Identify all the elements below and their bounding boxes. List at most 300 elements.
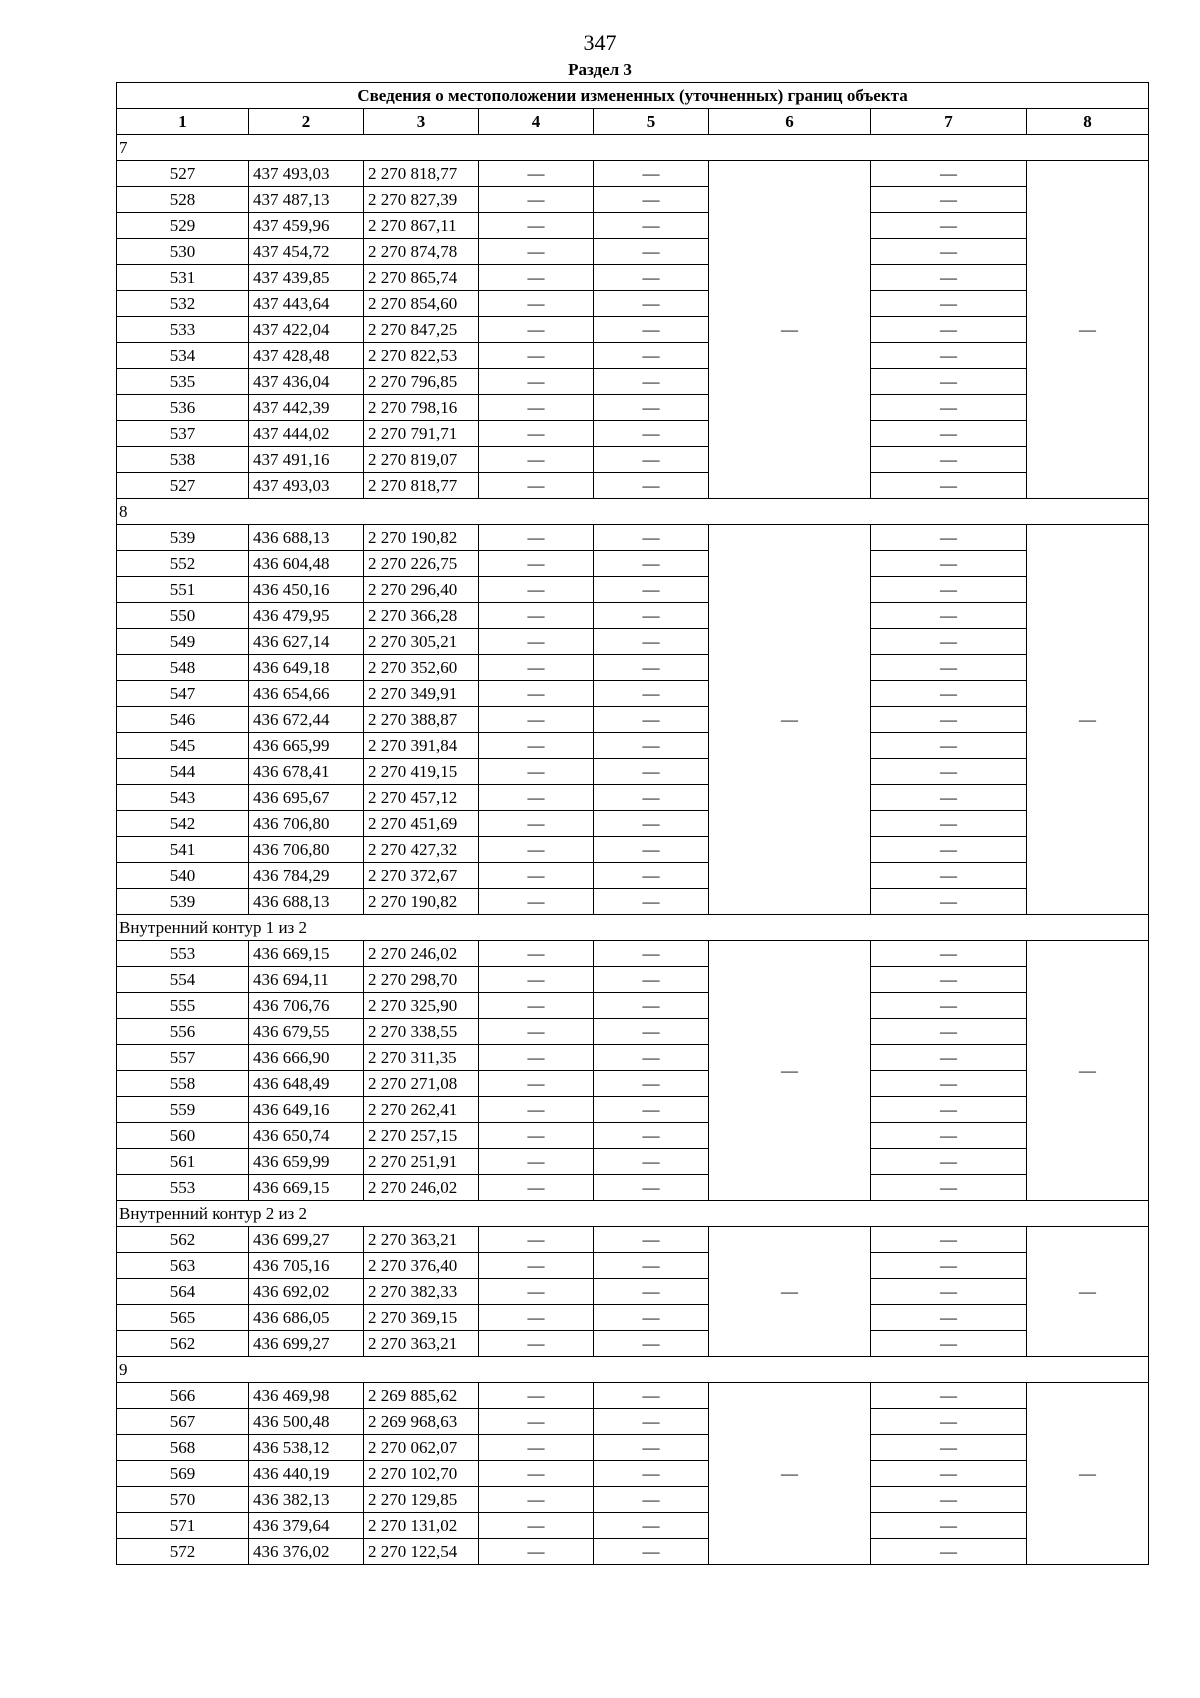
- col5-cell: —: [594, 343, 709, 369]
- x-coordinate: 436 695,67: [249, 785, 364, 811]
- x-coordinate: 437 443,64: [249, 291, 364, 317]
- col4-cell: —: [479, 1019, 594, 1045]
- x-coordinate: 436 692,02: [249, 1279, 364, 1305]
- col4-cell: —: [479, 681, 594, 707]
- point-number: 553: [117, 941, 249, 967]
- point-number: 527: [117, 161, 249, 187]
- y-coordinate: 2 270 352,60: [364, 655, 479, 681]
- col4-cell: —: [479, 1383, 594, 1409]
- col7-cell: —: [871, 213, 1027, 239]
- column-header: 5: [594, 109, 709, 135]
- y-coordinate: 2 270 818,77: [364, 161, 479, 187]
- table-row: [117, 1227, 1149, 1253]
- section-title: Раздел 3: [568, 60, 632, 79]
- col4-cell: —: [479, 759, 594, 785]
- page-number: 347: [583, 30, 617, 55]
- y-coordinate: 2 270 363,21: [364, 1227, 479, 1253]
- col4-cell: —: [479, 1539, 594, 1565]
- point-number: 562: [117, 1331, 249, 1357]
- y-coordinate: 2 270 427,32: [364, 837, 479, 863]
- col4-cell: —: [479, 291, 594, 317]
- table-row: [117, 1435, 1149, 1461]
- table-row: [117, 577, 1149, 603]
- point-number: 551: [117, 577, 249, 603]
- col5-cell: —: [594, 1539, 709, 1565]
- x-coordinate: 436 659,99: [249, 1149, 364, 1175]
- x-coordinate: 436 379,64: [249, 1513, 364, 1539]
- x-coordinate: 437 428,48: [249, 343, 364, 369]
- col4-cell: —: [479, 1487, 594, 1513]
- group-row: [117, 499, 1149, 525]
- col5-cell: —: [594, 1279, 709, 1305]
- point-number: 561: [117, 1149, 249, 1175]
- col4-cell: —: [479, 629, 594, 655]
- col7-cell: —: [871, 447, 1027, 473]
- col5-cell: —: [594, 291, 709, 317]
- col7-cell: —: [871, 967, 1027, 993]
- table-row: [117, 551, 1149, 577]
- table-row: [117, 1279, 1149, 1305]
- table-row: [117, 1331, 1149, 1357]
- table-row: [117, 421, 1149, 447]
- table-caption: Сведения о местоположении измененных (уточненных) границ объекта: [117, 83, 1149, 109]
- x-coordinate: 436 654,66: [249, 681, 364, 707]
- table-row: [117, 1045, 1149, 1071]
- point-number: 565: [117, 1305, 249, 1331]
- table-row: [117, 603, 1149, 629]
- x-coordinate: 436 694,11: [249, 967, 364, 993]
- col5-cell: —: [594, 447, 709, 473]
- col7-cell: —: [871, 577, 1027, 603]
- column-header: 3: [364, 109, 479, 135]
- col4-cell: —: [479, 1071, 594, 1097]
- x-coordinate: 436 688,13: [249, 525, 364, 551]
- col4-cell: —: [479, 1175, 594, 1201]
- col7-cell: —: [871, 1331, 1027, 1357]
- col7-cell: —: [871, 707, 1027, 733]
- y-coordinate: 2 270 366,28: [364, 603, 479, 629]
- col4-cell: —: [479, 1279, 594, 1305]
- col5-cell: —: [594, 1305, 709, 1331]
- point-number: 547: [117, 681, 249, 707]
- point-number: 550: [117, 603, 249, 629]
- y-coordinate: 2 270 854,60: [364, 291, 479, 317]
- table-row: [117, 759, 1149, 785]
- col7-cell: —: [871, 1149, 1027, 1175]
- point-number: 560: [117, 1123, 249, 1149]
- y-coordinate: 2 270 062,07: [364, 1435, 479, 1461]
- y-coordinate: 2 270 226,75: [364, 551, 479, 577]
- col4-cell: —: [479, 863, 594, 889]
- col4-cell: —: [479, 811, 594, 837]
- table-row: [117, 343, 1149, 369]
- col7-cell: —: [871, 1435, 1027, 1461]
- col7-cell: —: [871, 811, 1027, 837]
- table-row: [117, 473, 1149, 499]
- table-row: [117, 1539, 1149, 1565]
- y-coordinate: 2 270 867,11: [364, 213, 479, 239]
- point-number: 562: [117, 1227, 249, 1253]
- point-number: 552: [117, 551, 249, 577]
- col4-cell: —: [479, 447, 594, 473]
- col5-cell: —: [594, 889, 709, 915]
- col5-cell: —: [594, 837, 709, 863]
- col8-merged-cell: —: [1027, 1227, 1149, 1357]
- x-coordinate: 437 491,16: [249, 447, 364, 473]
- x-coordinate: 437 422,04: [249, 317, 364, 343]
- x-coordinate: 436 705,16: [249, 1253, 364, 1279]
- x-coordinate: 437 487,13: [249, 187, 364, 213]
- x-coordinate: 436 604,48: [249, 551, 364, 577]
- col4-cell: —: [479, 213, 594, 239]
- column-header: 2: [249, 109, 364, 135]
- col7-cell: —: [871, 629, 1027, 655]
- x-coordinate: 436 686,05: [249, 1305, 364, 1331]
- point-number: 539: [117, 889, 249, 915]
- table-row: [117, 369, 1149, 395]
- x-coordinate: 436 469,98: [249, 1383, 364, 1409]
- y-coordinate: 2 270 822,53: [364, 343, 479, 369]
- col5-cell: —: [594, 1045, 709, 1071]
- table-row: [117, 889, 1149, 915]
- table-row: [117, 1253, 1149, 1279]
- col5-cell: —: [594, 759, 709, 785]
- point-number: 568: [117, 1435, 249, 1461]
- table-row: [117, 239, 1149, 265]
- col5-cell: —: [594, 1409, 709, 1435]
- col7-cell: —: [871, 603, 1027, 629]
- col7-cell: —: [871, 941, 1027, 967]
- x-coordinate: 436 665,99: [249, 733, 364, 759]
- y-coordinate: 2 270 129,85: [364, 1487, 479, 1513]
- table-row: [117, 395, 1149, 421]
- y-coordinate: 2 270 190,82: [364, 889, 479, 915]
- x-coordinate: 436 479,95: [249, 603, 364, 629]
- col4-cell: —: [479, 603, 594, 629]
- col4-cell: —: [479, 525, 594, 551]
- col4-cell: —: [479, 941, 594, 967]
- col4-cell: —: [479, 421, 594, 447]
- group-label: 9: [117, 1357, 1149, 1383]
- y-coordinate: 2 270 296,40: [364, 577, 479, 603]
- col7-cell: —: [871, 421, 1027, 447]
- y-coordinate: 2 270 382,33: [364, 1279, 479, 1305]
- col7-cell: —: [871, 759, 1027, 785]
- col5-cell: —: [594, 369, 709, 395]
- col7-cell: —: [871, 369, 1027, 395]
- point-number: 567: [117, 1409, 249, 1435]
- x-coordinate: 436 450,16: [249, 577, 364, 603]
- table-row: [117, 161, 1149, 187]
- col5-cell: —: [594, 1383, 709, 1409]
- point-number: 558: [117, 1071, 249, 1097]
- col7-cell: —: [871, 1279, 1027, 1305]
- col5-cell: —: [594, 629, 709, 655]
- y-coordinate: 2 269 885,62: [364, 1383, 479, 1409]
- x-coordinate: 436 649,18: [249, 655, 364, 681]
- x-coordinate: 436 650,74: [249, 1123, 364, 1149]
- col5-cell: —: [594, 265, 709, 291]
- y-coordinate: 2 270 305,21: [364, 629, 479, 655]
- table-row: [117, 291, 1149, 317]
- x-coordinate: 436 669,15: [249, 1175, 364, 1201]
- table-row: [117, 837, 1149, 863]
- col7-cell: —: [871, 1539, 1027, 1565]
- y-coordinate: 2 270 251,91: [364, 1149, 479, 1175]
- col5-cell: —: [594, 993, 709, 1019]
- group-label: 8: [117, 499, 1149, 525]
- col4-cell: —: [479, 785, 594, 811]
- col4-cell: —: [479, 655, 594, 681]
- col7-cell: —: [871, 733, 1027, 759]
- point-number: 559: [117, 1097, 249, 1123]
- col5-cell: —: [594, 967, 709, 993]
- table-row: [117, 1487, 1149, 1513]
- col4-cell: —: [479, 317, 594, 343]
- point-number: 555: [117, 993, 249, 1019]
- table-row: [117, 785, 1149, 811]
- x-coordinate: 437 493,03: [249, 473, 364, 499]
- point-number: 530: [117, 239, 249, 265]
- col4-cell: —: [479, 395, 594, 421]
- col7-cell: —: [871, 1019, 1027, 1045]
- col7-cell: —: [871, 1071, 1027, 1097]
- col4-cell: —: [479, 1253, 594, 1279]
- y-coordinate: 2 270 190,82: [364, 525, 479, 551]
- col5-cell: —: [594, 1175, 709, 1201]
- group-row: [117, 1201, 1149, 1227]
- col4-cell: —: [479, 1513, 594, 1539]
- col4-cell: —: [479, 1097, 594, 1123]
- table-row: [117, 1305, 1149, 1331]
- y-coordinate: 2 270 391,84: [364, 733, 479, 759]
- x-coordinate: 436 649,16: [249, 1097, 364, 1123]
- point-number: 556: [117, 1019, 249, 1045]
- y-coordinate: 2 270 363,21: [364, 1331, 479, 1357]
- col6-merged-cell: —: [709, 161, 871, 499]
- x-coordinate: 437 493,03: [249, 161, 364, 187]
- table-row: [117, 967, 1149, 993]
- y-coordinate: 2 270 338,55: [364, 1019, 479, 1045]
- col5-cell: —: [594, 1331, 709, 1357]
- col7-cell: —: [871, 1123, 1027, 1149]
- col4-cell: —: [479, 161, 594, 187]
- x-coordinate: 436 688,13: [249, 889, 364, 915]
- y-coordinate: 2 270 298,70: [364, 967, 479, 993]
- table-row: [117, 629, 1149, 655]
- col5-cell: —: [594, 1019, 709, 1045]
- col7-cell: —: [871, 889, 1027, 915]
- col4-cell: —: [479, 1149, 594, 1175]
- col5-cell: —: [594, 733, 709, 759]
- y-coordinate: 2 270 262,41: [364, 1097, 479, 1123]
- y-coordinate: 2 270 847,25: [364, 317, 479, 343]
- table-row: [117, 187, 1149, 213]
- x-coordinate: 437 439,85: [249, 265, 364, 291]
- point-number: 537: [117, 421, 249, 447]
- col7-cell: —: [871, 291, 1027, 317]
- point-number: 535: [117, 369, 249, 395]
- col5-cell: —: [594, 421, 709, 447]
- col5-cell: —: [594, 1149, 709, 1175]
- table-row: [117, 1175, 1149, 1201]
- col7-cell: —: [871, 785, 1027, 811]
- col7-cell: —: [871, 187, 1027, 213]
- col5-cell: —: [594, 187, 709, 213]
- col5-cell: —: [594, 863, 709, 889]
- point-number: 533: [117, 317, 249, 343]
- point-number: 538: [117, 447, 249, 473]
- table-row: [117, 733, 1149, 759]
- y-coordinate: 2 270 874,78: [364, 239, 479, 265]
- point-number: 546: [117, 707, 249, 733]
- point-number: 545: [117, 733, 249, 759]
- col7-cell: —: [871, 655, 1027, 681]
- x-coordinate: 436 679,55: [249, 1019, 364, 1045]
- point-number: 570: [117, 1487, 249, 1513]
- y-coordinate: 2 270 311,35: [364, 1045, 479, 1071]
- col5-cell: —: [594, 317, 709, 343]
- x-coordinate: 436 699,27: [249, 1227, 364, 1253]
- col5-cell: —: [594, 655, 709, 681]
- table-row: [117, 447, 1149, 473]
- point-number: 534: [117, 343, 249, 369]
- x-coordinate: 436 538,12: [249, 1435, 364, 1461]
- col5-cell: —: [594, 161, 709, 187]
- point-number: 542: [117, 811, 249, 837]
- point-number: 531: [117, 265, 249, 291]
- table-row: [117, 1019, 1149, 1045]
- col5-cell: —: [594, 473, 709, 499]
- point-number: 549: [117, 629, 249, 655]
- table-row: [117, 993, 1149, 1019]
- point-number: 544: [117, 759, 249, 785]
- col5-cell: —: [594, 681, 709, 707]
- point-number: 540: [117, 863, 249, 889]
- col6-merged-cell: —: [709, 525, 871, 915]
- col4-cell: —: [479, 187, 594, 213]
- x-coordinate: 436 382,13: [249, 1487, 364, 1513]
- col5-cell: —: [594, 1123, 709, 1149]
- y-coordinate: 2 270 271,08: [364, 1071, 479, 1097]
- y-coordinate: 2 270 325,90: [364, 993, 479, 1019]
- col7-cell: —: [871, 551, 1027, 577]
- group-label: Внутренний контур 2 из 2: [117, 1201, 1149, 1227]
- point-number: 564: [117, 1279, 249, 1305]
- point-number: 528: [117, 187, 249, 213]
- col4-cell: —: [479, 967, 594, 993]
- col7-cell: —: [871, 1045, 1027, 1071]
- col8-merged-cell: —: [1027, 525, 1149, 915]
- x-coordinate: 437 459,96: [249, 213, 364, 239]
- col5-cell: —: [594, 577, 709, 603]
- group-row: [117, 915, 1149, 941]
- col5-cell: —: [594, 603, 709, 629]
- x-coordinate: 436 669,15: [249, 941, 364, 967]
- col5-cell: —: [594, 707, 709, 733]
- y-coordinate: 2 270 798,16: [364, 395, 479, 421]
- x-coordinate: 436 666,90: [249, 1045, 364, 1071]
- col7-cell: —: [871, 837, 1027, 863]
- y-coordinate: 2 270 819,07: [364, 447, 479, 473]
- point-number: 529: [117, 213, 249, 239]
- col4-cell: —: [479, 1461, 594, 1487]
- point-number: 548: [117, 655, 249, 681]
- col7-cell: —: [871, 681, 1027, 707]
- x-coordinate: 436 678,41: [249, 759, 364, 785]
- y-coordinate: 2 270 796,85: [364, 369, 479, 395]
- col4-cell: —: [479, 1435, 594, 1461]
- col7-cell: —: [871, 1409, 1027, 1435]
- col7-cell: —: [871, 1253, 1027, 1279]
- col5-cell: —: [594, 213, 709, 239]
- point-number: 543: [117, 785, 249, 811]
- table-row: [117, 1149, 1149, 1175]
- point-number: 571: [117, 1513, 249, 1539]
- group-label: 7: [117, 135, 1149, 161]
- y-coordinate: 2 270 457,12: [364, 785, 479, 811]
- column-header: 1: [117, 109, 249, 135]
- group-row: [117, 135, 1149, 161]
- table-row: [117, 811, 1149, 837]
- point-number: 532: [117, 291, 249, 317]
- x-coordinate: 437 442,39: [249, 395, 364, 421]
- col4-cell: —: [479, 733, 594, 759]
- table-row: [117, 1409, 1149, 1435]
- col5-cell: —: [594, 1435, 709, 1461]
- col7-cell: —: [871, 863, 1027, 889]
- y-coordinate: 2 270 827,39: [364, 187, 479, 213]
- col7-cell: —: [871, 1227, 1027, 1253]
- col7-cell: —: [871, 395, 1027, 421]
- column-header: 8: [1027, 109, 1149, 135]
- col7-cell: —: [871, 1513, 1027, 1539]
- coordinates-table: [116, 82, 1149, 1565]
- col7-cell: —: [871, 1305, 1027, 1331]
- table-row: [117, 681, 1149, 707]
- group-label: Внутренний контур 1 из 2: [117, 915, 1149, 941]
- col6-merged-cell: —: [709, 1227, 871, 1357]
- column-header: 6: [709, 109, 871, 135]
- col4-cell: —: [479, 707, 594, 733]
- col4-cell: —: [479, 1331, 594, 1357]
- x-coordinate: 436 699,27: [249, 1331, 364, 1357]
- col4-cell: —: [479, 837, 594, 863]
- col5-cell: —: [594, 1487, 709, 1513]
- y-coordinate: 2 270 376,40: [364, 1253, 479, 1279]
- x-coordinate: 436 648,49: [249, 1071, 364, 1097]
- point-number: 541: [117, 837, 249, 863]
- table-row: [117, 265, 1149, 291]
- col5-cell: —: [594, 1461, 709, 1487]
- x-coordinate: 436 627,14: [249, 629, 364, 655]
- col5-cell: —: [594, 239, 709, 265]
- y-coordinate: 2 270 131,02: [364, 1513, 479, 1539]
- x-coordinate: 436 672,44: [249, 707, 364, 733]
- point-number: 527: [117, 473, 249, 499]
- point-number: 563: [117, 1253, 249, 1279]
- y-coordinate: 2 270 388,87: [364, 707, 479, 733]
- col4-cell: —: [479, 1227, 594, 1253]
- col4-cell: —: [479, 551, 594, 577]
- table-row: [117, 655, 1149, 681]
- col6-merged-cell: —: [709, 941, 871, 1201]
- col7-cell: —: [871, 161, 1027, 187]
- col4-cell: —: [479, 1123, 594, 1149]
- point-number: 569: [117, 1461, 249, 1487]
- col5-cell: —: [594, 1253, 709, 1279]
- y-coordinate: 2 269 968,63: [364, 1409, 479, 1435]
